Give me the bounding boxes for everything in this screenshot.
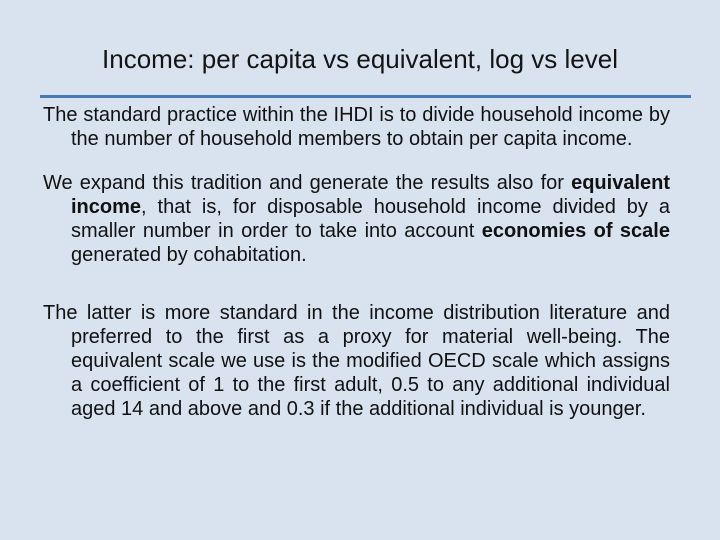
paragraph-per-capita: The standard practice within the IHDI is to divide household income by the number of household members to obtain per capita income. bbox=[43, 104, 670, 150]
title-divider bbox=[40, 95, 691, 98]
slide-body bbox=[43, 103, 670, 441]
slide-title: Income: per capita vs equivalent, log vs level bbox=[102, 44, 618, 74]
paragraph-text: We expand this tradition and generate the results also for bbox=[43, 172, 572, 194]
paragraph-equivalent-income bbox=[43, 171, 670, 267]
emphasis-equivalent-income: equivalent income bbox=[71, 172, 670, 218]
paragraph-text: , that is, for disposable household income divided by a smaller number in order to take into account bbox=[71, 196, 670, 242]
paragraph-text: generated by cohabitation. bbox=[71, 244, 307, 266]
emphasis-economies-of-scale: economies of scale bbox=[481, 220, 670, 242]
paragraph-oecd-scale: The latter is more standard in the income distribution literature and preferred to the first as a proxy for material well-being. The equivalent scale we use is the modified OECD scale which assigns a coefficient of 1 to the first adult, 0.5 to any additional individual aged 14 and above and 0.3 if the additional individual is younger. bbox=[43, 302, 670, 420]
